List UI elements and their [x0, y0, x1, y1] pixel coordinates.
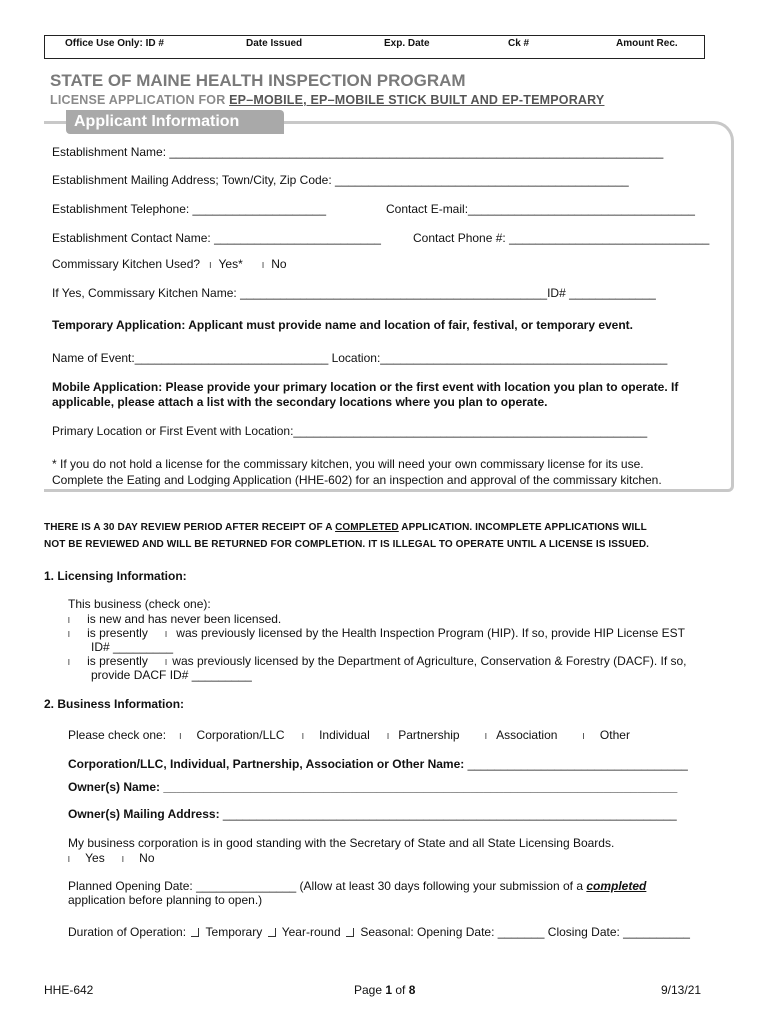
partnership-label: Partnership: [398, 728, 460, 742]
entity-name-label: Corporation/LLC, Individual, Partnership, Association or Other Name:: [68, 757, 465, 771]
opening-date-field[interactable]: [68, 879, 646, 893]
form-date: 9/13/21: [661, 983, 702, 997]
association-label: Association: [496, 728, 558, 742]
amount-rec-label: Amount Rec.: [616, 38, 678, 49]
owner-address-line: ____________________________________________________________________: [219, 807, 677, 821]
temporary-note: Temporary Application: Applicant must provide name and location of fair, festival, or temporary event.: [52, 318, 634, 332]
page-of: of: [392, 983, 409, 997]
hip-presently-label: is presently: [87, 626, 148, 640]
contact-phone-field[interactable]: Contact Phone #: ______________________________: [413, 231, 710, 245]
seasonal-checkbox[interactable]: [346, 928, 354, 937]
opening-date-note: application before planning to open.): [68, 893, 263, 907]
partnership-checkbox[interactable]: l: [387, 732, 389, 741]
year-round-checkbox[interactable]: [268, 928, 276, 937]
contact-name-field[interactable]: Establishment Contact Name: _________________________: [52, 231, 381, 245]
entity-name-line: _________________________________: [464, 757, 688, 771]
date-issued-label: Date Issued: [246, 38, 303, 49]
new-label: is new and has never been licensed.: [87, 612, 282, 626]
hip-id-field[interactable]: ID# _________: [91, 640, 174, 654]
subtitle-prefix: LICENSE APPLICATION FOR: [50, 93, 230, 107]
commissary-yes-checkbox[interactable]: l: [209, 261, 212, 270]
footnote-line-1: * If you do not hold a license for the commissary kitchen, you will need your own commissary license for its use.: [52, 457, 644, 471]
entity-name-field[interactable]: [68, 757, 688, 771]
subtitle-types: EP–MOBILE, EP–MOBILE STICK BUILT AND EP-TEMPORARY: [229, 93, 605, 107]
license-option-dacf: [68, 654, 687, 668]
other-label: Other: [599, 728, 630, 742]
commissary-used-label: Commissary Kitchen Used?: [52, 257, 201, 271]
review-notice-line-1: [44, 522, 647, 533]
notice-text-b: APPLICATION. INCOMPLETE APPLICATIONS WILL: [398, 522, 647, 533]
review-notice-line-2: NOT BE REVIEWED AND WILL BE RETURNED FOR COMPLETION. IT IS ILLEGAL TO OPERATE UNTIL A LICENSE IS ISSUED.: [44, 539, 650, 550]
page-prefix: Page: [354, 983, 386, 997]
applicant-info-tab: Applicant Information: [66, 110, 284, 134]
seasonal-label: Seasonal: Opening Date: _______ Closing Date: __________: [360, 925, 690, 939]
business-heading: 2. Business Information:: [44, 697, 185, 711]
primary-location-field[interactable]: Primary Location or First Event with Location:_____________________________________________________: [52, 424, 648, 438]
other-checkbox[interactable]: l: [582, 732, 585, 741]
establishment-name-field[interactable]: Establishment Name: __________________________________________________________________________: [52, 145, 664, 159]
standing-no-checkbox[interactable]: l: [122, 855, 124, 864]
exp-date-label: Exp. Date: [384, 38, 430, 49]
page-number: [354, 983, 415, 997]
notice-text-a: THERE IS A 30 DAY REVIEW PERIOD AFTER RECEIPT OF A: [44, 522, 336, 533]
mobile-note-line-2: applicable, please attach a list with the secondary locations where you plan to operate.: [52, 395, 548, 409]
page-total: 8: [408, 983, 416, 997]
check-one-label: This business (check one):: [68, 597, 211, 611]
individual-checkbox[interactable]: l: [301, 732, 304, 741]
hip-checkbox[interactable]: l: [68, 630, 70, 639]
office-use-box: [44, 35, 705, 59]
commissary-yes-label: Yes*: [218, 257, 243, 271]
standing-no-label: No: [139, 851, 155, 865]
event-name-field[interactable]: Name of Event:_____________________________ Location:___________________________________________: [52, 351, 668, 365]
corp-checkbox[interactable]: l: [179, 732, 182, 741]
office-use-label: Office Use Only: ID #: [65, 38, 164, 49]
dacf-presently-label: is presently: [87, 654, 148, 668]
contact-email-field[interactable]: Contact E-mail:__________________________________: [386, 202, 695, 216]
footnote-line-2: Complete the Eating and Lodging Application (HHE-602) for an inspection and approval of the commissary kitchen.: [52, 473, 662, 487]
owner-address-label: Owner(s) Mailing Address:: [68, 807, 220, 821]
association-checkbox[interactable]: l: [484, 732, 487, 741]
duration-row: [68, 925, 690, 939]
licensing-heading: 1. Licensing Information:: [44, 569, 187, 583]
commissary-no-checkbox[interactable]: l: [262, 261, 264, 270]
good-standing-text: My business corporation is in good standing with the Secretary of State and all State Licensing Boards.: [68, 836, 615, 850]
ck-label: Ck #: [508, 38, 530, 49]
commissary-used-row: [52, 257, 287, 271]
hip-label: was previously licensed by the Health Inspection Program (HIP). If so, provide HIP License EST: [176, 626, 685, 640]
dacf-checkbox[interactable]: l: [68, 658, 70, 667]
owner-name-field[interactable]: Owner(s) Name: _____________________________________________________________________________: [68, 780, 678, 794]
dacf-label: was previously licensed by the Department of Agriculture, Conservation & Forestry (DACF). If so,: [172, 654, 687, 668]
commissary-no-label: No: [271, 257, 287, 271]
duration-label: Duration of Operation:: [68, 925, 187, 939]
hip-previously-checkbox[interactable]: l: [165, 630, 167, 639]
standing-yes-checkbox[interactable]: l: [68, 855, 70, 864]
license-subtitle: [50, 93, 604, 107]
good-standing-options: [68, 851, 155, 865]
new-checkbox[interactable]: l: [68, 616, 70, 625]
license-option-hip: [68, 626, 685, 640]
mobile-note-line-1: Mobile Application: Please provide your primary location or the first event with location you plan to operate. If: [52, 380, 679, 394]
dacf-id-field[interactable]: provide DACF ID# _________: [91, 668, 252, 682]
mailing-address-field[interactable]: Establishment Mailing Address; Town/City, Zip Code: ____________________________________________: [52, 173, 629, 187]
telephone-field[interactable]: Establishment Telephone: ____________________: [52, 202, 327, 216]
individual-label: Individual: [319, 728, 370, 742]
temporary-checkbox[interactable]: [191, 928, 199, 937]
commissary-name-field[interactable]: If Yes, Commissary Kitchen Name: ______________________________________________ID# _____________: [52, 286, 656, 300]
opening-date-text: Planned Opening Date: _______________ (Allow at least 30 days following your submission of a: [68, 879, 587, 893]
opening-completed: completed: [586, 879, 647, 893]
dacf-previously-checkbox[interactable]: l: [165, 658, 167, 667]
page-current: 1: [385, 983, 393, 997]
form-id: HHE-642: [44, 983, 94, 997]
temporary-label: Temporary: [205, 925, 263, 939]
notice-completed: COMPLETED: [335, 522, 399, 533]
business-type-row: [68, 728, 630, 742]
standing-yes-label: Yes: [85, 851, 105, 865]
owner-address-field[interactable]: [68, 807, 677, 821]
year-round-label: Year-round: [281, 925, 341, 939]
license-option-new: [68, 612, 281, 626]
corp-label: Corporation/LLC: [196, 728, 285, 742]
please-check-label: Please check one:: [68, 728, 167, 742]
program-title: STATE OF MAINE HEALTH INSPECTION PROGRAM: [50, 71, 466, 90]
